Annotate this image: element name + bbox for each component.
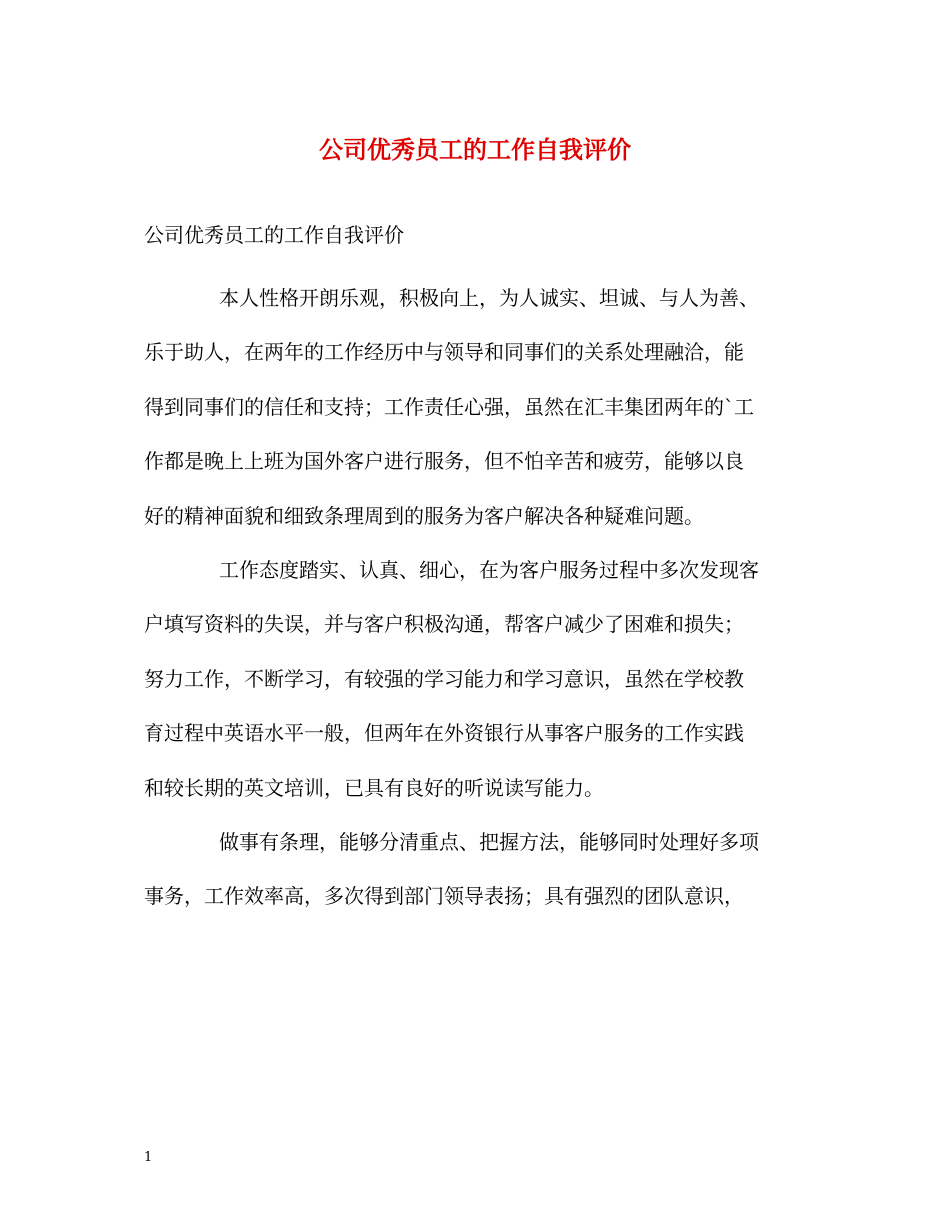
paragraph-line: 作都是晚上上班为国外客户进行服务，但不怕辛苦和疲劳，能够以良 xyxy=(144,449,744,474)
paragraph-line: 做事有条理，能够分清重点、把握方法，能够同时处理好多项 xyxy=(219,829,759,854)
paragraph-line: 本人性格开朗乐观，积极向上，为人诚实、坦诚、与人为善、 xyxy=(219,286,759,310)
paragraph-line: 努力工作，不断学习，有较强的学习能力和学习意识，虽然在学校教 xyxy=(144,666,744,691)
paragraph-line: 事务，工作效率高，多次得到部门领导表扬；具有强烈的团队意识， xyxy=(144,884,744,909)
paragraph-line: 工作态度踏实、认真、细心，在为客户服务过程中多次发现客 xyxy=(219,557,759,582)
paragraph-line: 户填写资料的失误，并与客户积极沟通，帮客户减少了困难和损失； xyxy=(144,612,744,637)
paragraph-line: 乐于助人，在两年的工作经历中与领导和同事们的关系处理融洽，能 xyxy=(144,340,744,365)
paragraph-line: 育过程中英语水平一般，但两年在外资银行从事客户服务的工作实践 xyxy=(144,721,744,746)
paragraph-line: 好的精神面貌和细致条理周到的服务为客户解决各种疑难问题。 xyxy=(144,503,704,528)
page-number: 1 xyxy=(144,1150,153,1165)
document-title: 公司优秀员工的工作自我评价 xyxy=(319,135,631,164)
document-subtitle: 公司优秀员工的工作自我评价 xyxy=(144,223,404,247)
paragraph-line: 和较长期的英文培训，已具有良好的听说读写能力。 xyxy=(144,775,604,800)
document-body xyxy=(144,280,824,933)
paragraph-line: 得到同事们的信任和支持；工作责任心强，虽然在汇丰集团两年的`工 xyxy=(144,394,754,419)
